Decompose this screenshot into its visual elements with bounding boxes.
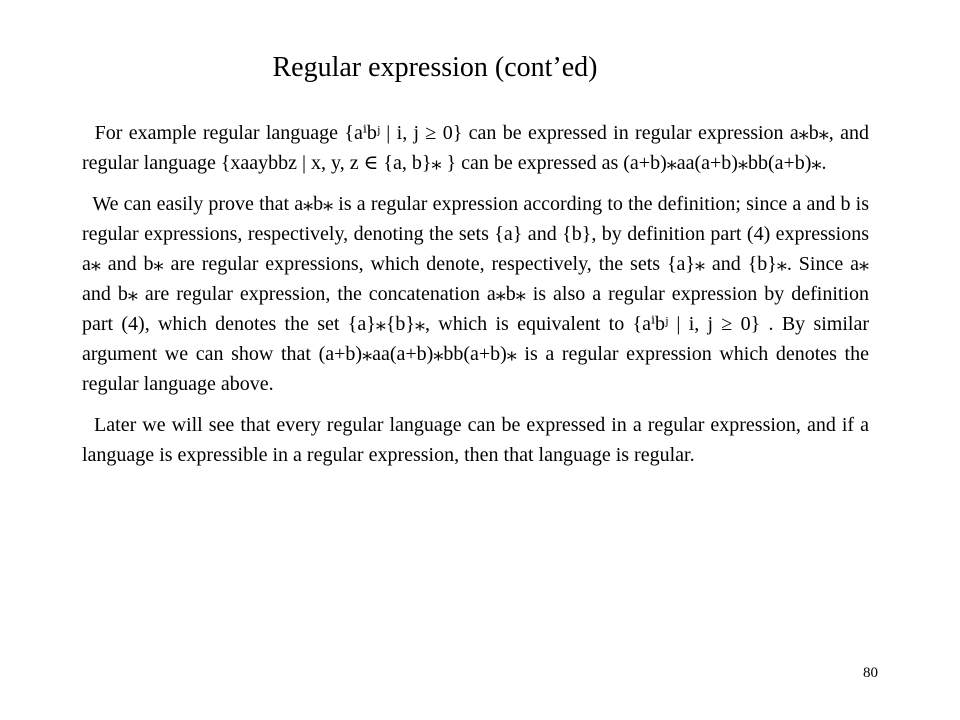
- paragraph-example: For example regular language {aⁱbʲ | i, j ≥ 0} can be expressed in regular expression a⁎b⁎, and regular language {xaaybbz | x, y, z ∈ {a, b}⁎ } can be expressed as (a+b)⁎aa(a+b)⁎bb(a+b)⁎.: [82, 122, 869, 174]
- page-number: 80: [863, 665, 878, 681]
- slide-body: [82, 118, 869, 481]
- slide-title: Regular expression (cont’ed): [272, 52, 598, 83]
- paragraph-conclusion: Later we will see that every regular language can be expressed in a regular expression, and if a language is expressible in a regular expression, then that language is regular.: [82, 414, 869, 466]
- paragraph-proof: We can easily prove that a⁎b⁎ is a regular expression according to the definition; since a and b is regular expressions, respectively, denoting the sets {a} and {b}, by definition part (4) expressions a⁎ and b⁎ are regular expressions, which denote, respectively, the sets {a}⁎ and {b}⁎. Since a⁎ and b⁎ are regular expression, the concatenation a⁎b⁎ is also a regular expression by definition part (4), which denotes the set {a}⁎{b}⁎, which is equivalent to {aⁱbʲ | i, j ≥ 0} . By similar argument we can show that (a+b)⁎aa(a+b)⁎bb(a+b)⁎ is a regular expression which denotes the regular language above.: [82, 193, 869, 395]
